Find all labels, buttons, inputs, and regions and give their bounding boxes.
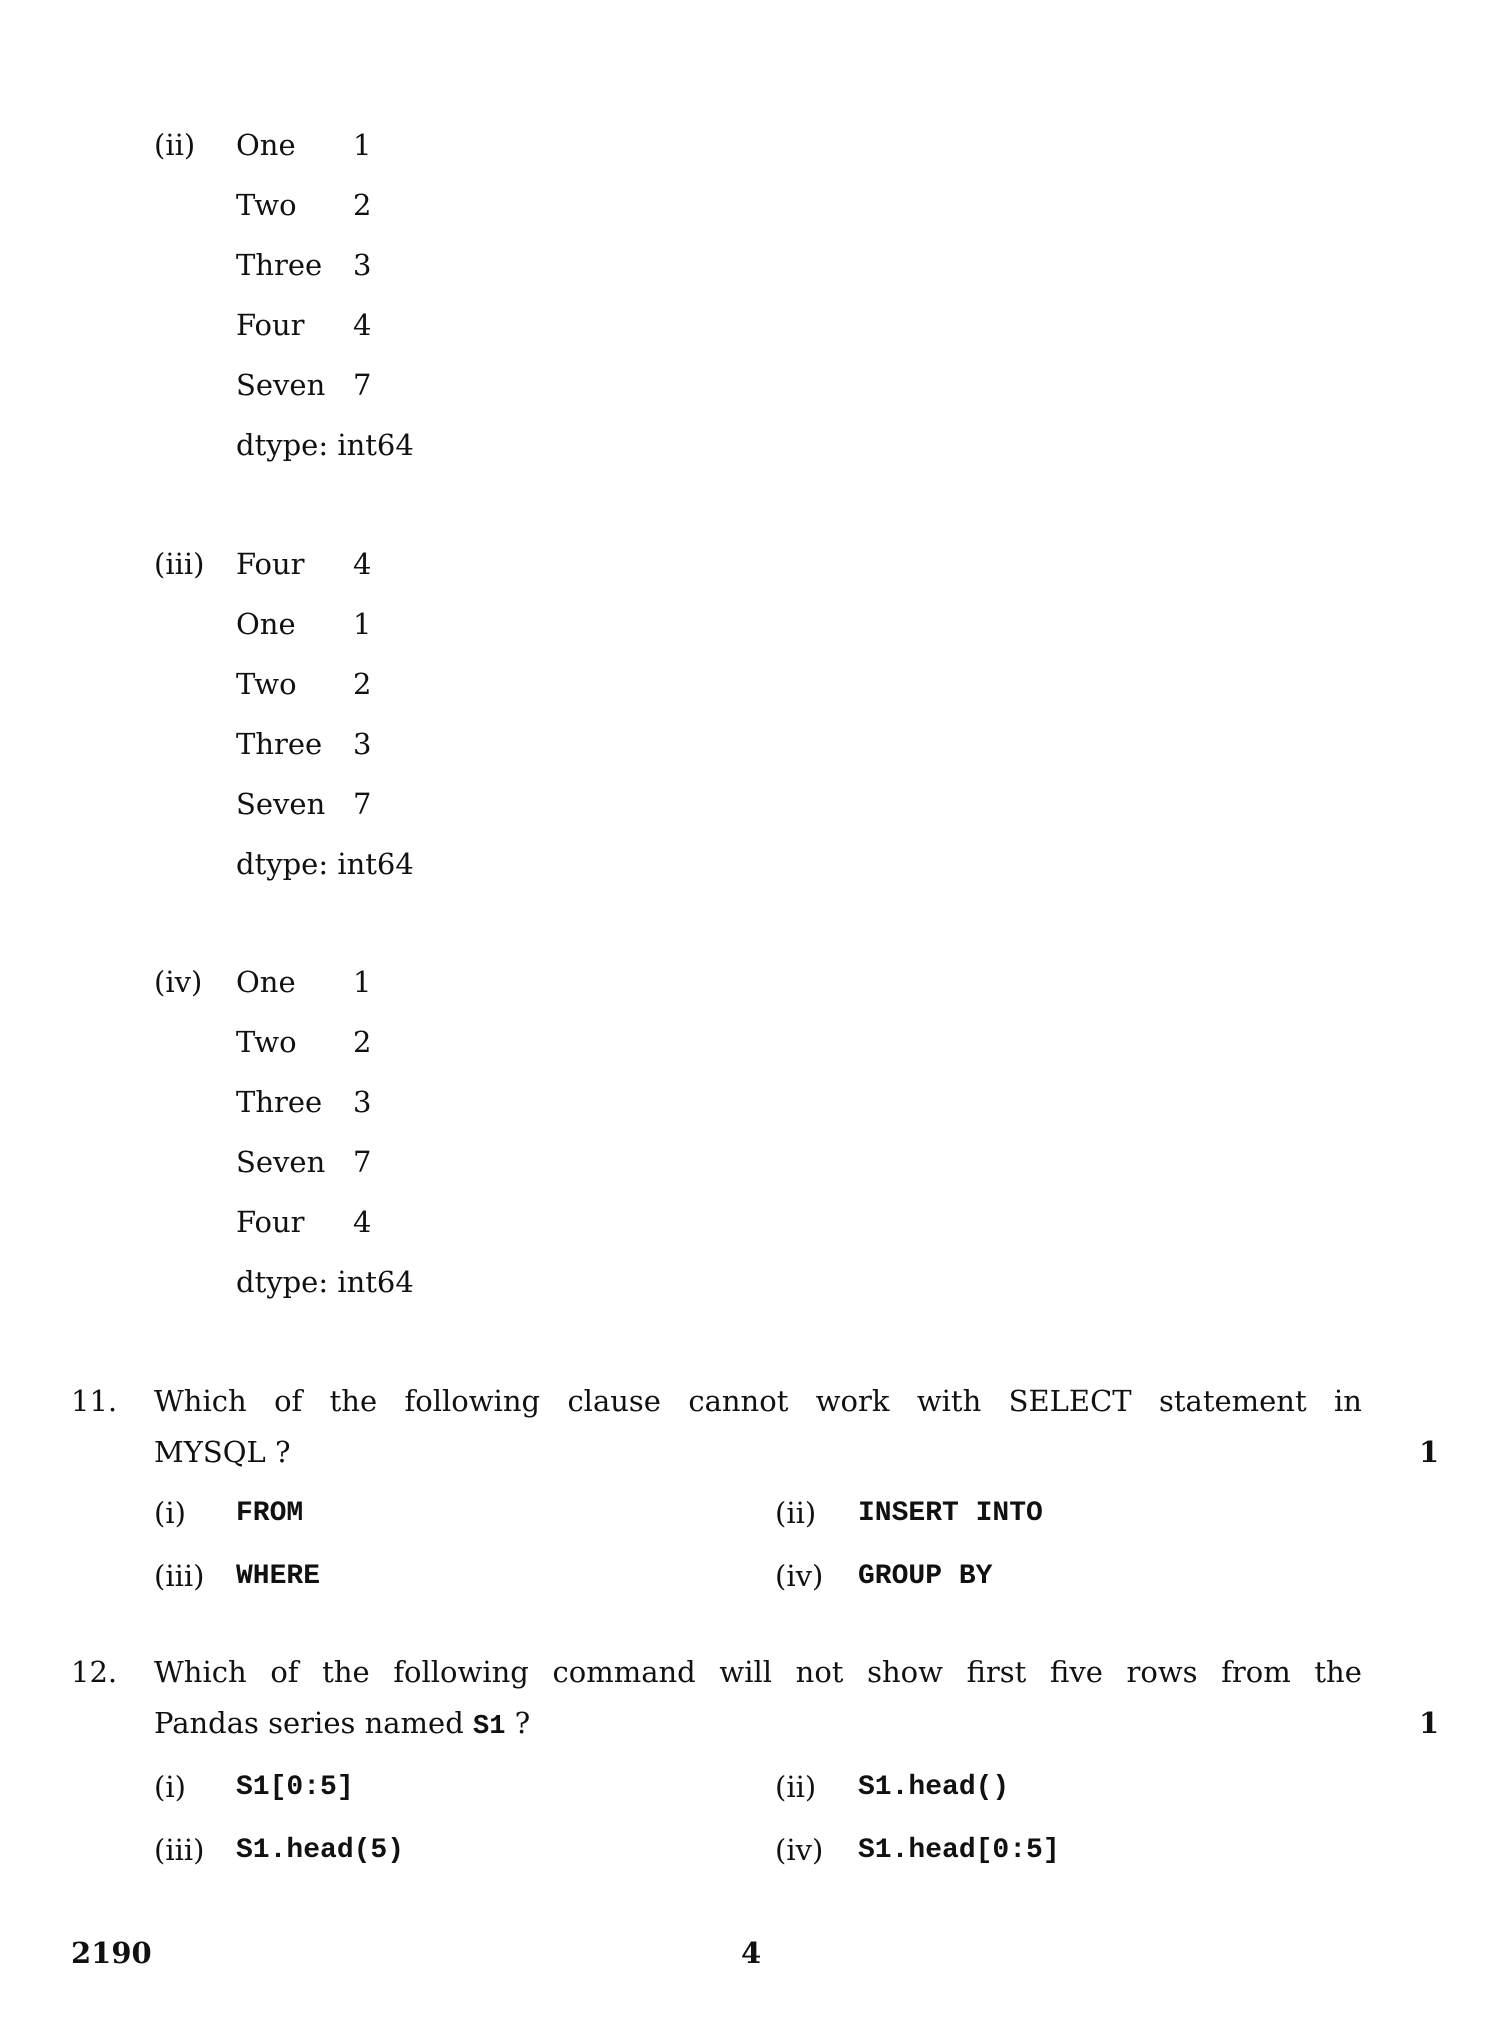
series-value: 2 [353, 1025, 372, 1059]
text: ? [505, 1706, 531, 1740]
series-index: Three [236, 727, 323, 761]
series-index: Seven [236, 787, 326, 821]
word: of [270, 1655, 299, 1689]
series-index: One [236, 128, 296, 162]
word: statement [1159, 1384, 1307, 1418]
series-index: One [236, 965, 296, 999]
series-index: Four [236, 1205, 305, 1239]
page-number: 4 [741, 1936, 762, 1970]
marks: 1 [1419, 1435, 1440, 1469]
word: first [966, 1655, 1027, 1689]
option-code: S1.head(5) [236, 1835, 405, 1866]
word: Which [154, 1384, 247, 1418]
question-text-line-1 [154, 1384, 1362, 1418]
series-index: Three [236, 248, 323, 282]
option-code: S1[0:5] [236, 1772, 354, 1803]
series-value: 7 [353, 368, 372, 402]
series-index: Four [236, 547, 305, 581]
series-value: 1 [353, 128, 372, 162]
marks: 1 [1419, 1706, 1440, 1740]
series-index: Seven [236, 368, 326, 402]
series-value: 4 [353, 547, 372, 581]
option-label: (i) [154, 1770, 186, 1804]
word: work [815, 1384, 890, 1418]
series-index: Two [236, 667, 297, 701]
series-index: Two [236, 1025, 297, 1059]
series-value: 4 [353, 308, 372, 342]
word: not [795, 1655, 844, 1689]
word: rows [1126, 1655, 1198, 1689]
series-value: 4 [353, 1205, 372, 1239]
word: command [552, 1655, 696, 1689]
option-code: WHERE [236, 1561, 321, 1592]
option-label: (iii) [154, 547, 205, 581]
word: show [867, 1655, 943, 1689]
word: in [1334, 1384, 1362, 1418]
series-index: Three [236, 1085, 323, 1119]
word: five [1049, 1655, 1103, 1689]
word: the [1314, 1655, 1362, 1689]
option-label: (ii) [775, 1496, 817, 1530]
series-index: Seven [236, 1145, 326, 1179]
word: the [329, 1384, 378, 1418]
option-code: S1.head[0:5] [858, 1835, 1060, 1866]
series-value: 1 [353, 965, 372, 999]
series-dtype: dtype: int64 [236, 847, 414, 881]
word: following [393, 1655, 529, 1689]
option-code: S1.head() [858, 1772, 1010, 1803]
option-label: (iii) [154, 1833, 205, 1867]
series-value: 3 [353, 1085, 372, 1119]
word: the [322, 1655, 370, 1689]
series-value: 2 [353, 667, 372, 701]
series-dtype: dtype: int64 [236, 428, 414, 462]
series-index: One [236, 607, 296, 641]
option-label: (i) [154, 1496, 186, 1530]
word: clause [567, 1384, 661, 1418]
inline-code: S1 [473, 1712, 506, 1742]
word: Which [154, 1655, 247, 1689]
series-index: Four [236, 308, 305, 342]
word: with [916, 1384, 982, 1418]
option-label: (iv) [154, 965, 203, 999]
word: cannot [688, 1384, 789, 1418]
series-index: Two [236, 188, 297, 222]
option-label: (iv) [775, 1833, 824, 1867]
question-number: 11. [71, 1384, 118, 1418]
series-value: 3 [353, 727, 372, 761]
option-code: INSERT INTO [858, 1498, 1043, 1529]
series-value: 7 [353, 787, 372, 821]
question-text-line-2 [154, 1706, 530, 1742]
series-value: 7 [353, 1145, 372, 1179]
option-code: FROM [236, 1498, 304, 1529]
word: following [404, 1384, 541, 1418]
question-text-line-1 [154, 1655, 1362, 1689]
option-label: (ii) [775, 1770, 817, 1804]
paper-code: 2190 [71, 1936, 152, 1970]
text: Pandas series named [154, 1706, 473, 1740]
series-value: 3 [353, 248, 372, 282]
option-label: (iv) [775, 1559, 824, 1593]
word: will [719, 1655, 773, 1689]
question-text-line-2: MYSQL ? [154, 1435, 291, 1469]
series-value: 1 [353, 607, 372, 641]
option-label: (iii) [154, 1559, 205, 1593]
question-number: 12. [71, 1655, 118, 1689]
option-label: (ii) [154, 128, 196, 162]
option-code: GROUP BY [858, 1561, 993, 1592]
word: SELECT [1008, 1384, 1132, 1418]
series-dtype: dtype: int64 [236, 1265, 414, 1299]
word: of [274, 1384, 303, 1418]
series-value: 2 [353, 188, 372, 222]
word: from [1221, 1655, 1291, 1689]
